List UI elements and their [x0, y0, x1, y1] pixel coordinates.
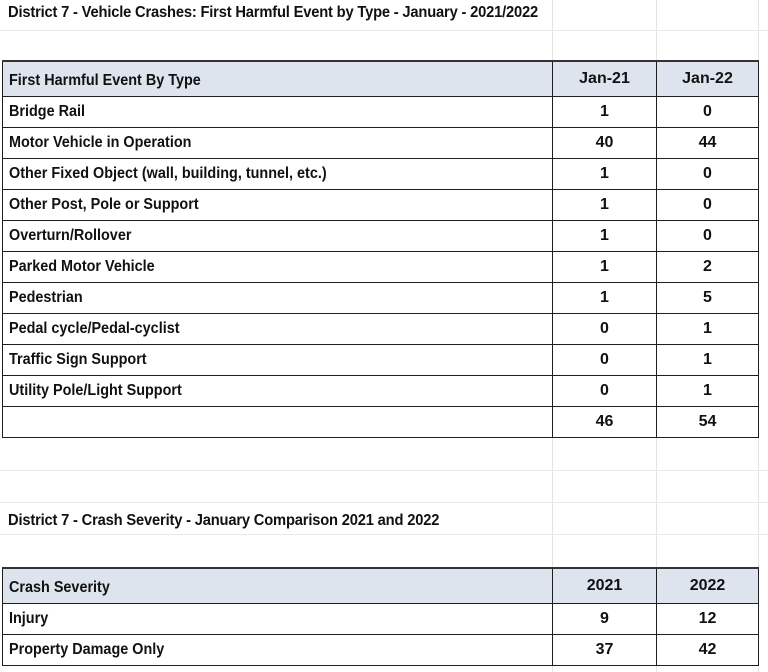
header-event-type: First Harmful Event By Type: [3, 61, 553, 97]
totals-label: [3, 407, 553, 438]
table-row: [3, 252, 759, 283]
total-jan-22: 54: [657, 407, 759, 438]
table1-title: District 7 - Vehicle Crashes: First Harmful Event by Type - January - 2021/2022: [8, 4, 539, 21]
row-value-1: 1: [553, 221, 657, 252]
row-value-1: 40: [553, 128, 657, 159]
table2-header-row: [3, 568, 759, 604]
row-label: Pedal cycle/Pedal-cyclist: [3, 314, 553, 345]
table-row: [3, 190, 759, 221]
table-row: [3, 314, 759, 345]
header-2021: 2021: [553, 568, 657, 604]
row-label: Property Damage Only: [3, 635, 553, 666]
table-row: [3, 221, 759, 252]
row-value-1: 0: [553, 314, 657, 345]
row-value-1: 1: [553, 159, 657, 190]
row-label: Utility Pole/Light Support: [3, 376, 553, 407]
row-value-2: 44: [657, 128, 759, 159]
totals-row: [3, 407, 759, 438]
row-label: Motor Vehicle in Operation: [3, 128, 553, 159]
row-value-2: 0: [657, 190, 759, 221]
table-row: [3, 604, 759, 635]
table-row: [3, 345, 759, 376]
header-jan-22: Jan-22: [657, 61, 759, 97]
row-value-2: 1: [657, 345, 759, 376]
table-row: [3, 128, 759, 159]
table2-title: District 7 - Crash Severity - January Comparison 2021 and 2022: [8, 512, 440, 529]
row-value-2: 1: [657, 376, 759, 407]
row-value-2: 0: [657, 97, 759, 128]
row-value-1: 37: [553, 635, 657, 666]
row-value-2: 0: [657, 159, 759, 190]
first-harmful-event-table-body: [3, 61, 759, 438]
row-value-1: 0: [553, 376, 657, 407]
header-2022: 2022: [657, 568, 759, 604]
row-value-2: 0: [657, 221, 759, 252]
row-label: Bridge Rail: [3, 97, 553, 128]
row-value-2: 2: [657, 252, 759, 283]
table-row: [3, 159, 759, 190]
row-value-1: 9: [553, 604, 657, 635]
row-label: Traffic Sign Support: [3, 345, 553, 376]
table-row: [3, 376, 759, 407]
row-value-1: 1: [553, 252, 657, 283]
row-value-1: 1: [553, 97, 657, 128]
row-value-2: 5: [657, 283, 759, 314]
row-value-1: 1: [553, 283, 657, 314]
table1-header-row: [3, 61, 759, 97]
table-row: [3, 97, 759, 128]
row-value-2: 12: [657, 604, 759, 635]
row-value-2: 1: [657, 314, 759, 345]
table-row: [3, 635, 759, 666]
row-value-1: 1: [553, 190, 657, 221]
table-row: [3, 283, 759, 314]
row-label: Injury: [3, 604, 553, 635]
total-jan-21: 46: [553, 407, 657, 438]
row-label: Pedestrian: [3, 283, 553, 314]
row-label: Other Post, Pole or Support: [3, 190, 553, 221]
header-jan-21: Jan-21: [553, 61, 657, 97]
row-label: Parked Motor Vehicle: [3, 252, 553, 283]
crash-severity-table: [2, 567, 759, 666]
row-label: Other Fixed Object (wall, building, tunnel, etc.): [3, 159, 553, 190]
row-value-1: 0: [553, 345, 657, 376]
header-crash-severity: Crash Severity: [3, 568, 553, 604]
crash-severity-table-body: [3, 568, 759, 666]
row-label: Overturn/Rollover: [3, 221, 553, 252]
row-value-2: 42: [657, 635, 759, 666]
first-harmful-event-table: [2, 60, 759, 438]
